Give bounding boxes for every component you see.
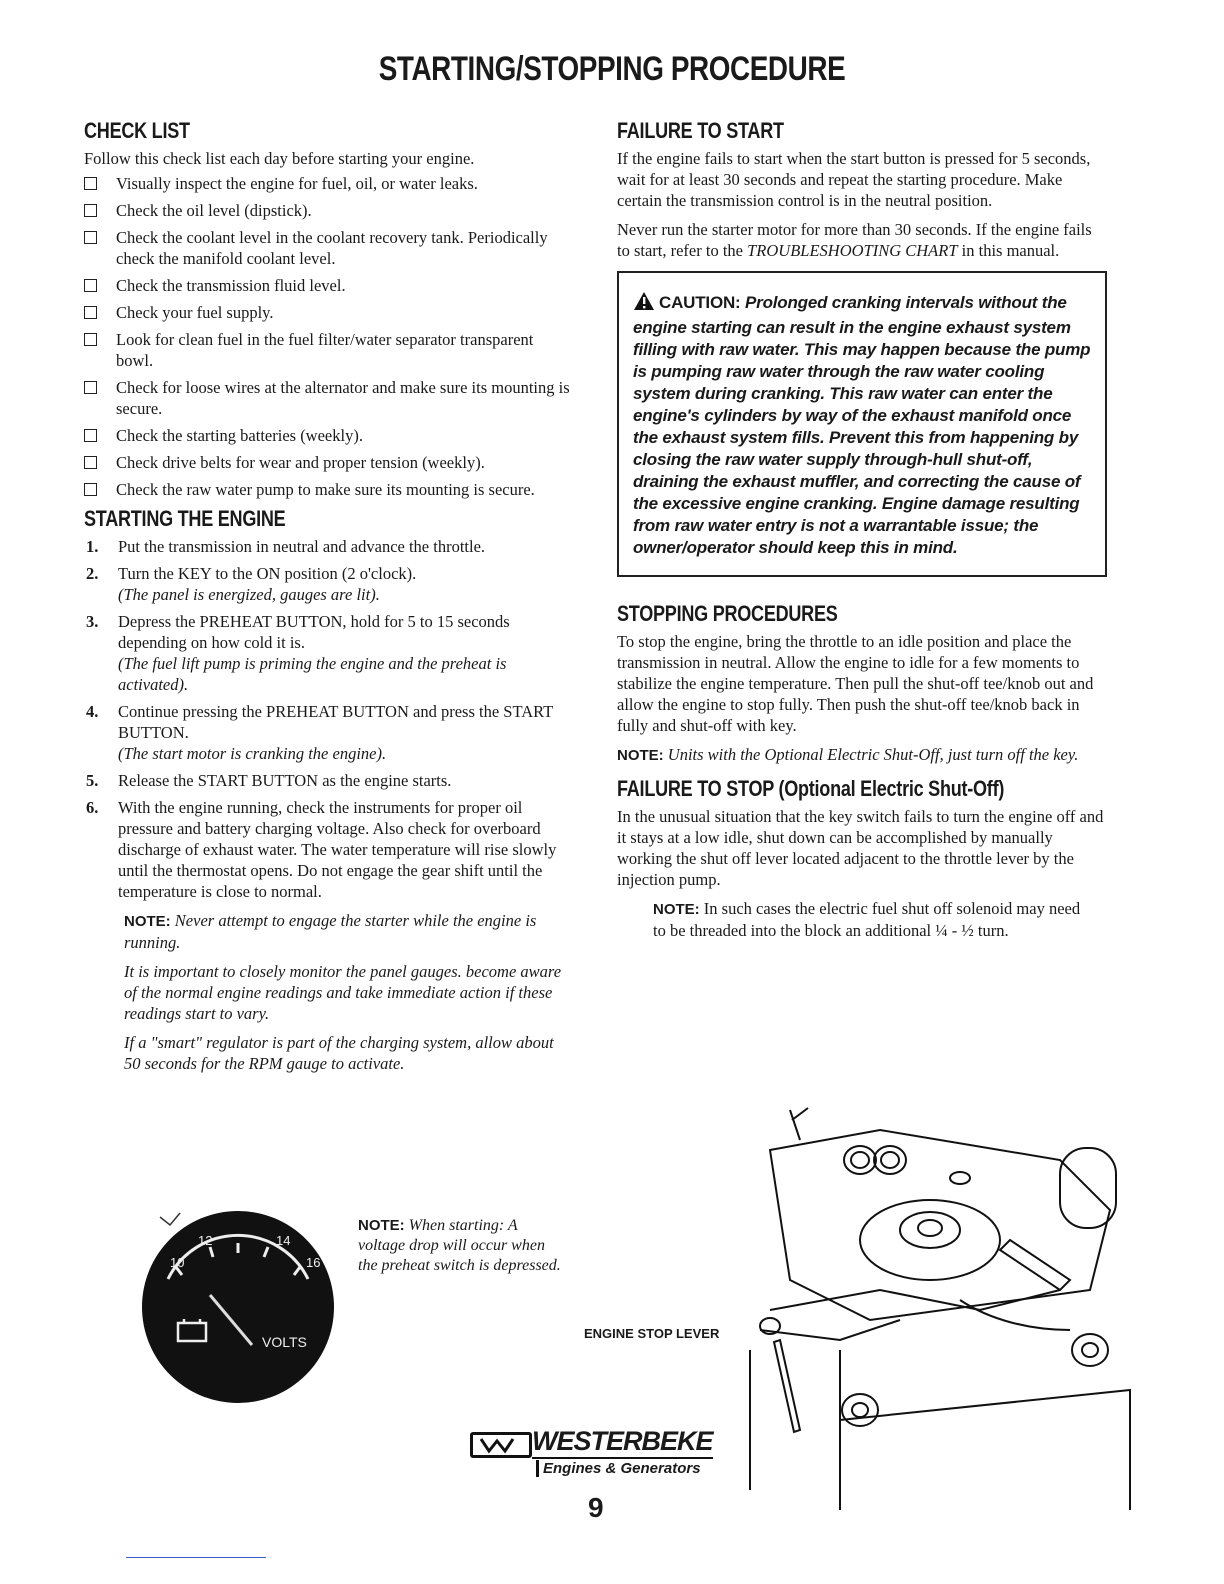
checkbox-icon xyxy=(84,456,97,469)
right-column xyxy=(617,118,1107,949)
starting-steps xyxy=(84,536,574,902)
gauge-label: VOLTS xyxy=(262,1334,307,1350)
step-item: 6. With the engine running, check the instruments for proper oil pressure and battery charging voltage. Also check for overboard discharge of exhaust water. The water temperature will rise slowly until the thermostat opens. Do not engage the gear shift until the temperature is close to normal. xyxy=(86,798,557,901)
volts-gauge-illustration xyxy=(140,1195,360,1415)
footer-divider xyxy=(126,1557,266,1558)
failure-to-start-heading: FAILURE TO START xyxy=(617,118,784,143)
step-item: 4. Continue pressing the PREHEAT BUTTON and press the START BUTTON. (The start motor is cranking the engine). xyxy=(86,702,553,763)
stopping-heading: STOPPING PROCEDURES xyxy=(617,601,838,626)
monitor-note: It is important to closely monitor the panel gauges. become aware of the normal engine readings and take immediate action if these readings start to vary. xyxy=(124,962,562,1023)
page-number: 9 xyxy=(588,1492,604,1523)
starting-heading: STARTING THE ENGINE xyxy=(84,506,286,531)
checkbox-icon xyxy=(84,483,97,496)
caution-label: CAUTION: xyxy=(659,293,741,312)
check-list-item: Check the starting batteries (weekly). xyxy=(84,425,574,446)
checkbox-icon xyxy=(84,279,97,292)
tick-label: 14 xyxy=(276,1233,291,1248)
stopping-note: NOTE: Units with the Optional Electric Shut-Off, just turn off the key. xyxy=(617,745,1079,764)
warning-icon xyxy=(633,291,655,317)
checkbox-icon xyxy=(84,381,97,394)
check-list-item: Check for loose wires at the alternator and make sure its mounting is secure. xyxy=(84,377,574,419)
failure-to-stop-note: NOTE: In such cases the electric fuel shut off solenoid may need to be threaded into the block an additional ¼ - ½ turn. xyxy=(653,899,1081,940)
check-list-intro: Follow this check list each day before starting your engine. xyxy=(84,149,475,168)
check-list-item: Check the transmission fluid level. xyxy=(84,275,574,296)
failure-to-start-text: If the engine fails to start when the start button is pressed for 5 seconds, wait for at least 30 seconds and repeat the starting procedure. Make certain the transmission control is in the neutral position. xyxy=(617,149,1091,210)
failure-to-start-text-2: Never run the starter motor for more than 30 seconds. If the engine fails to start, refer to the TROUBLESHOOTING CHART in this manual. xyxy=(617,220,1092,260)
engine-stop-lever-label: ENGINE STOP LEVER xyxy=(584,1326,720,1341)
left-column xyxy=(84,118,574,1082)
engine-stop-lever-illustration xyxy=(730,1090,1150,1510)
page-title: STARTING/STOPPING PROCEDURE xyxy=(378,50,846,88)
gauge-note: NOTE: When starting: A voltage drop will occur when the preheat switch is depressed. xyxy=(358,1217,561,1274)
step-item: 5. Release the START BUTTON as the engine starts. xyxy=(86,771,452,790)
logo-tagline: Engines & Generators xyxy=(536,1460,701,1477)
tick-label: 10 xyxy=(170,1255,185,1270)
failure-to-stop-heading: FAILURE TO STOP (Optional Electric Shut-Off) xyxy=(617,776,1005,801)
checkbox-icon xyxy=(84,204,97,217)
starting-note: NOTE: Never attempt to engage the starter while the engine is running. xyxy=(124,911,537,952)
check-list-item: Check the coolant level in the coolant recovery tank. Periodically check the manifold coolant level. xyxy=(84,227,574,269)
stopping-text: To stop the engine, bring the throttle to an idle position and place the transmission in neutral. Allow the engine to idle for a few moments to stabilize the engine temperature. Then pull the shut-off tee/knob out and allow the engine to stop fully. Then push the shut-off tee/knob back in fully and shut-off with key. xyxy=(617,632,1094,735)
check-list-item: Look for clean fuel in the fuel filter/water separator transparent bowl. xyxy=(84,329,574,371)
checkbox-icon xyxy=(84,177,97,190)
tick-label: 16 xyxy=(306,1255,321,1270)
smart-regulator-note: If a "smart" regulator is part of the charging system, allow about 50 seconds for the RPM gauge to activate. xyxy=(124,1033,554,1073)
checkbox-icon xyxy=(84,429,97,442)
checkbox-icon xyxy=(84,333,97,346)
check-list-item: Check the raw water pump to make sure its mounting is secure. xyxy=(84,479,574,500)
logo-name: WESTERBEKE xyxy=(532,1426,713,1459)
check-list-item: Check the oil level (dipstick). xyxy=(84,200,574,221)
caution-box xyxy=(617,271,1107,577)
check-list xyxy=(84,173,574,500)
westerbeke-logo xyxy=(470,1426,740,1486)
failure-to-stop-text: In the unusual situation that the key switch fails to turn the engine off and it stays at a low idle, shut down can be accomplished by manually working the shut off lever located adjacent to the throttle lever by the injection pump. xyxy=(617,807,1104,889)
step-item: 3. Depress the PREHEAT BUTTON, hold for 5 to 15 seconds depending on how cold it is. (The fuel lift pump is priming the engine and the preheat is activated). xyxy=(86,612,510,694)
step-item: 1. Put the transmission in neutral and advance the throttle. xyxy=(86,537,486,556)
checkbox-icon xyxy=(84,231,97,244)
check-list-heading: CHECK LIST xyxy=(84,118,190,143)
check-list-item: Check your fuel supply. xyxy=(84,302,574,323)
tick-label: 12 xyxy=(198,1233,213,1248)
check-list-item: Visually inspect the engine for fuel, oil, or water leaks. xyxy=(84,173,574,194)
logo-mark-icon xyxy=(470,1432,532,1458)
checkbox-icon xyxy=(84,306,97,319)
caution-text: Prolonged cranking intervals without the engine starting can result in the engine exhaust system filling with raw water. This may happen because the pump is pumping raw water through the raw water cooling system during cranking. This raw water can enter the engine's cylinders by way of the exhaust manifold once the exhaust system fills. Prevent this from happening by closing the raw water supply through-hull shut-off, draining the exhaust muffler, and correcting the cause of the excessive engine cranking. Engine damage resulting from raw water entry is not a warrantable issue; the owner/operator should keep this in mind. xyxy=(633,293,1091,557)
step-item: 2. Turn the KEY to the ON position (2 o'clock). (The panel is energized, gauges are lit). xyxy=(86,564,417,604)
check-list-item: Check drive belts for wear and proper tension (weekly). xyxy=(84,452,574,473)
